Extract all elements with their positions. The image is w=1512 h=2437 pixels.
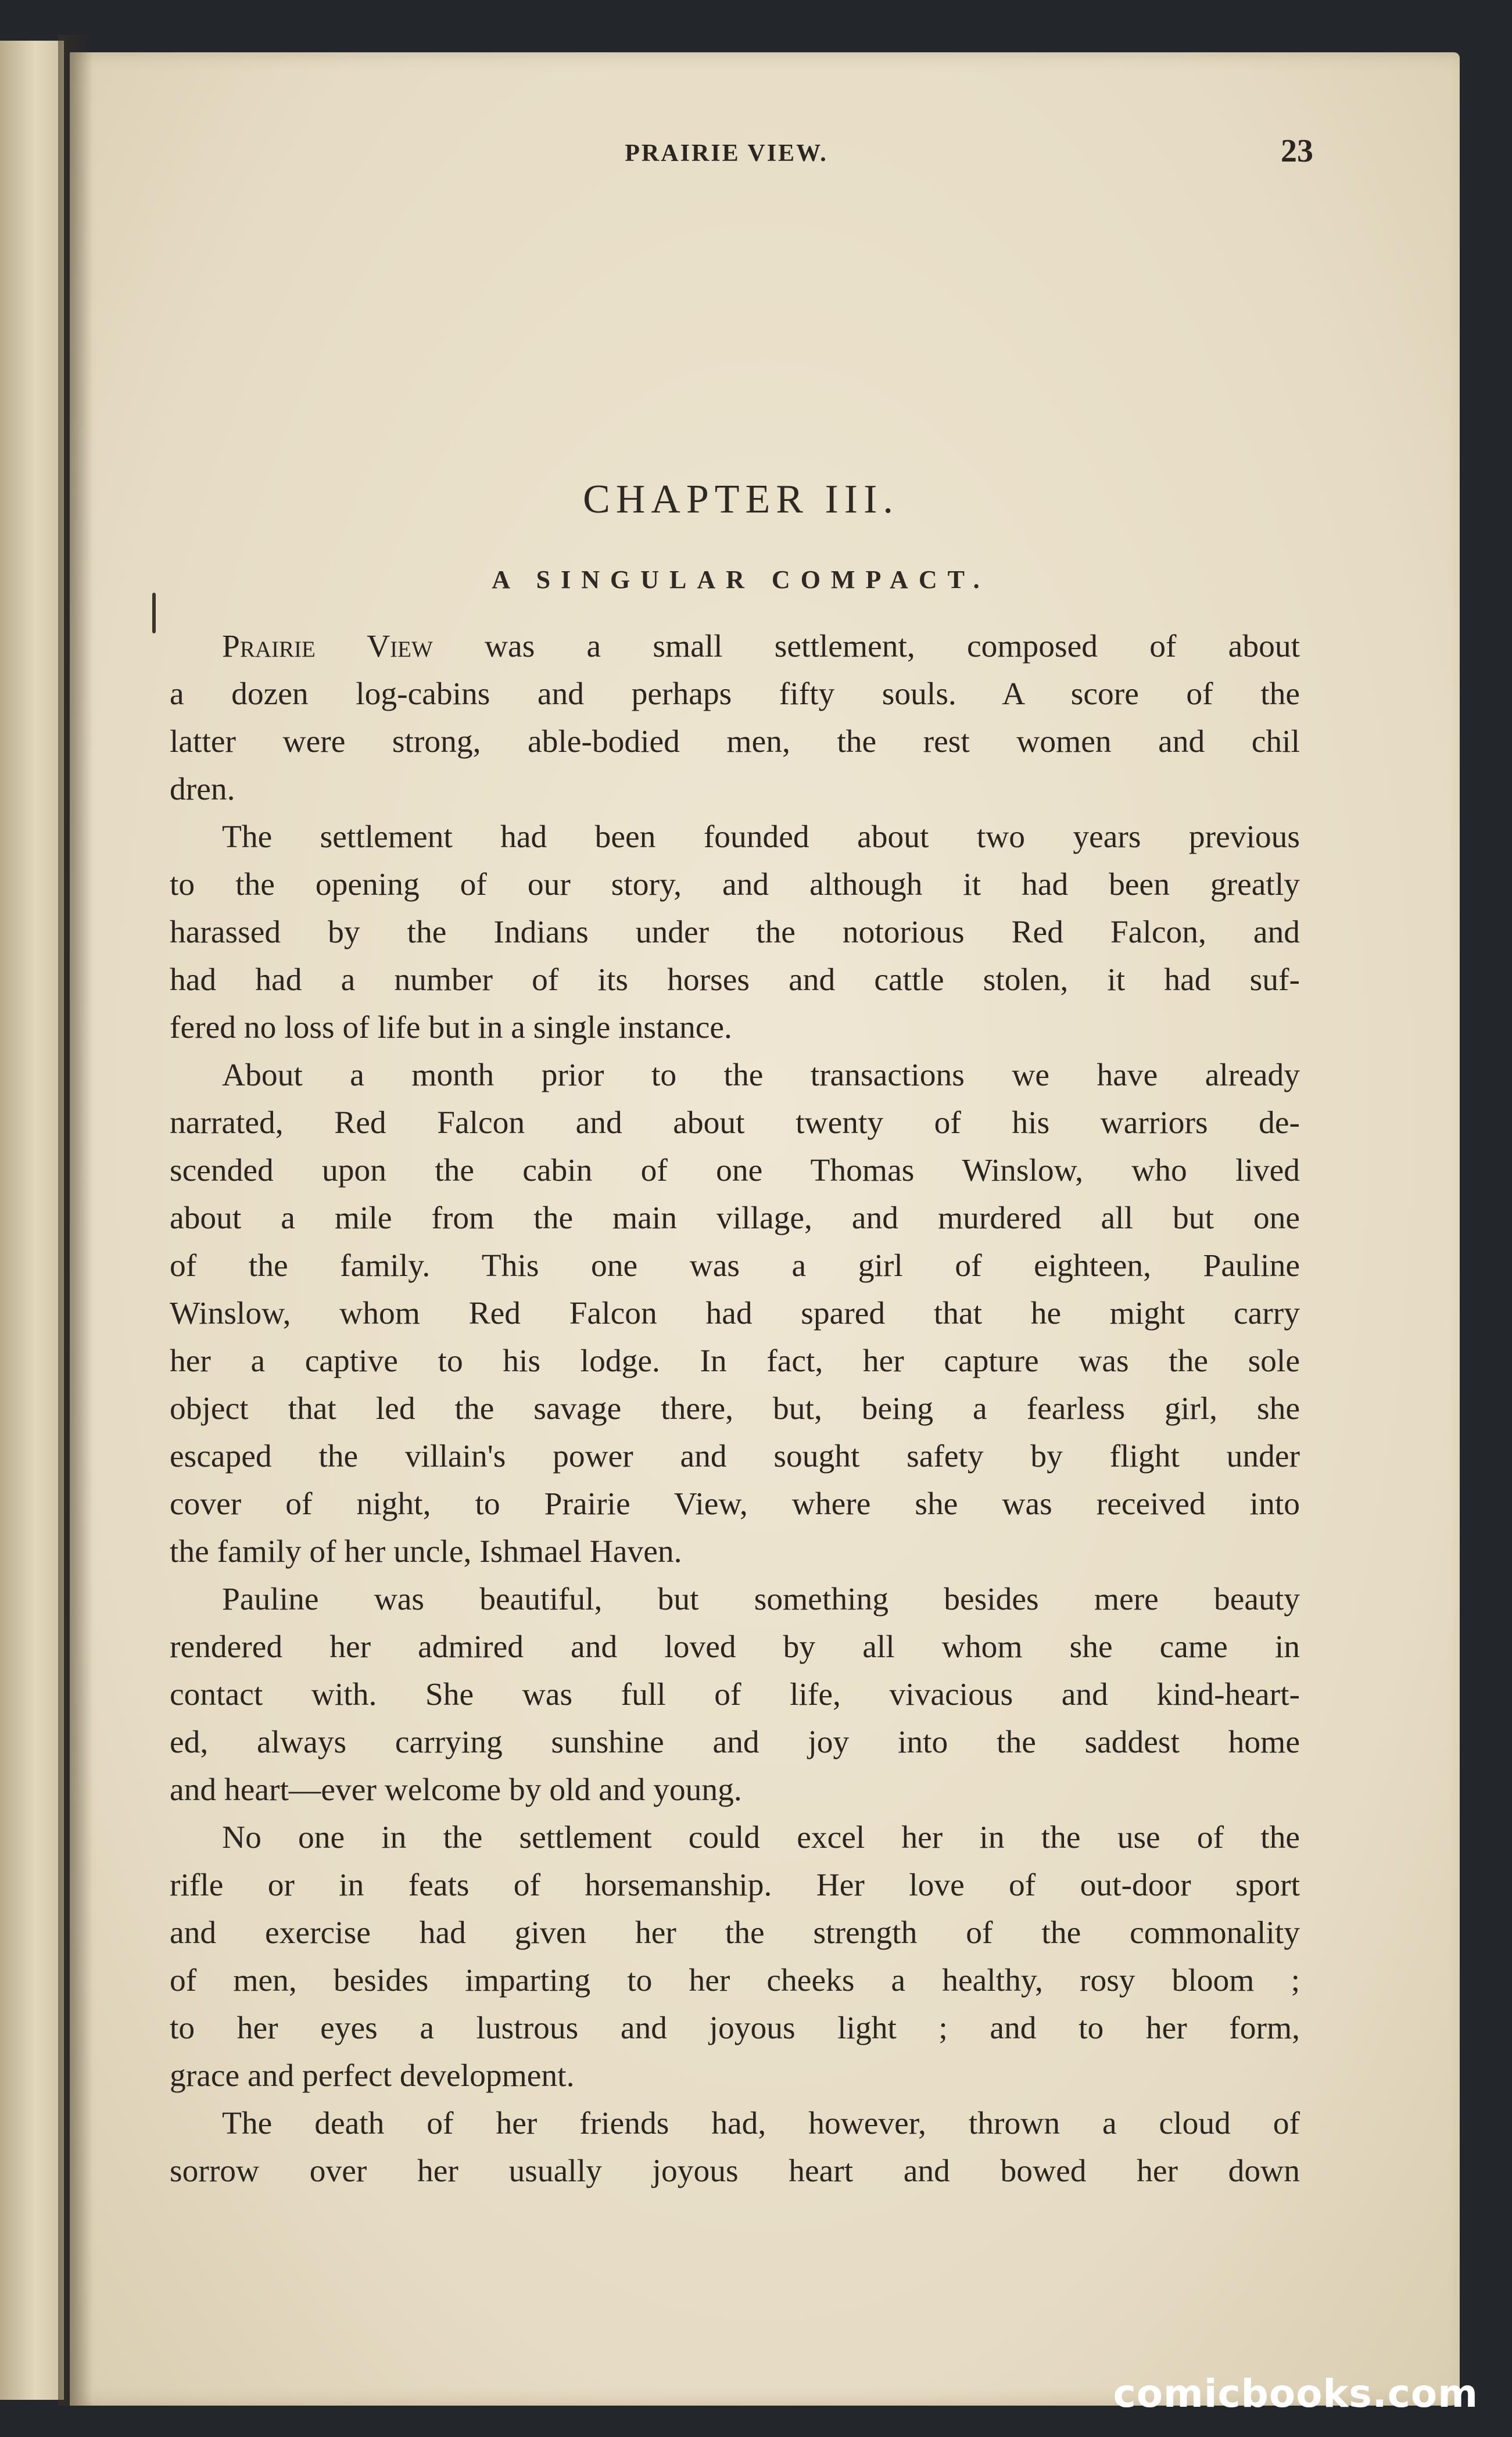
chapter-title: CHAPTER III. — [583, 477, 899, 522]
text-line: the family of her uncle, Ishmael Haven. — [170, 1534, 682, 1569]
text-line: to her eyes a lustrous and joyous light ; and to her form, — [170, 2010, 1300, 2046]
spine-shadow — [58, 35, 93, 2406]
text-line: Pauline was beautiful, but something besides mere beauty — [222, 1582, 1300, 1617]
text-line: The settlement had been founded about two years previous — [222, 819, 1300, 855]
text-line: grace and perfect development. — [170, 2058, 575, 2094]
margin-mark — [152, 593, 156, 633]
text-line: harassed by the Indians under the notorious Red Falcon, and — [170, 915, 1300, 950]
text-line: cover of night, to Prairie View, where she was received into — [170, 1486, 1300, 1522]
text-line: contact with. She was full of life, vivacious and kind-heart- — [170, 1677, 1300, 1712]
text-line: rendered her admired and loved by all whom she came in — [170, 1629, 1300, 1665]
text-line: The death of her friends had, however, thrown a cloud of — [222, 2106, 1300, 2141]
text-line: rifle or in feats of horsemanship. Her love of out-door sport — [170, 1868, 1300, 1903]
text-line: scended upon the cabin of one Thomas Winslow, who lived — [170, 1153, 1300, 1188]
text-line: About a month prior to the transactions we have already — [222, 1058, 1300, 1093]
page-number: 23 — [1281, 133, 1313, 169]
text-line: escaped the villain's power and sought safety by flight under — [170, 1439, 1300, 1474]
text-line: and exercise had given her the strength of the commonality — [170, 1915, 1300, 1951]
text-line: her a captive to his lodge. In fact, her capture was the sole — [170, 1343, 1300, 1379]
text-line: latter were strong, able-bodied men, the rest women and chil — [170, 724, 1300, 759]
text-line — [170, 623, 1300, 671]
facing-page-edge — [0, 41, 64, 2400]
text-line-content: was a small settlement, composed of about — [432, 629, 1300, 664]
text-line: of the family. This one was a girl of eighteen, Pauline — [170, 1248, 1300, 1284]
watermark: comicbooks.com — [1113, 2371, 1478, 2416]
text-line: to the opening of our story, and although it had been greatly — [170, 867, 1300, 902]
text-line: of men, besides imparting to her cheeks a healthy, rosy bloom ; — [170, 1963, 1300, 1998]
text-line: No one in the settlement could excel her in the use of the — [222, 1820, 1300, 1855]
text-line: a dozen log-cabins and perhaps fifty souls. A score of the — [170, 676, 1300, 712]
text-line: narrated, Red Falcon and about twenty of his warriors de- — [170, 1105, 1300, 1141]
text-line: sorrow over her usually joyous heart and bowed her down — [170, 2153, 1300, 2189]
body-text — [170, 623, 1300, 2195]
running-head: PRAIRIE VIEW. — [625, 140, 828, 167]
text-line: fered no loss of life but in a single instance. — [170, 1010, 732, 1045]
text-line: about a mile from the main village, and murdered all but one — [170, 1200, 1300, 1236]
text-line: Winslow, whom Red Falcon had spared that he might carry — [170, 1296, 1300, 1331]
text-line: had had a number of its horses and cattle stolen, it had suf- — [170, 962, 1300, 998]
text-line: dren. — [170, 772, 235, 807]
text-line: ed, always carrying sunshine and joy into the saddest home — [170, 1725, 1300, 1760]
lead-small-caps: Prairie View — [222, 629, 433, 664]
text-line: object that led the savage there, but, being a fearless girl, she — [170, 1391, 1300, 1427]
chapter-subtitle: A SINGULAR COMPACT. — [492, 565, 990, 594]
text-line: and heart—ever welcome by old and young. — [170, 1772, 742, 1808]
